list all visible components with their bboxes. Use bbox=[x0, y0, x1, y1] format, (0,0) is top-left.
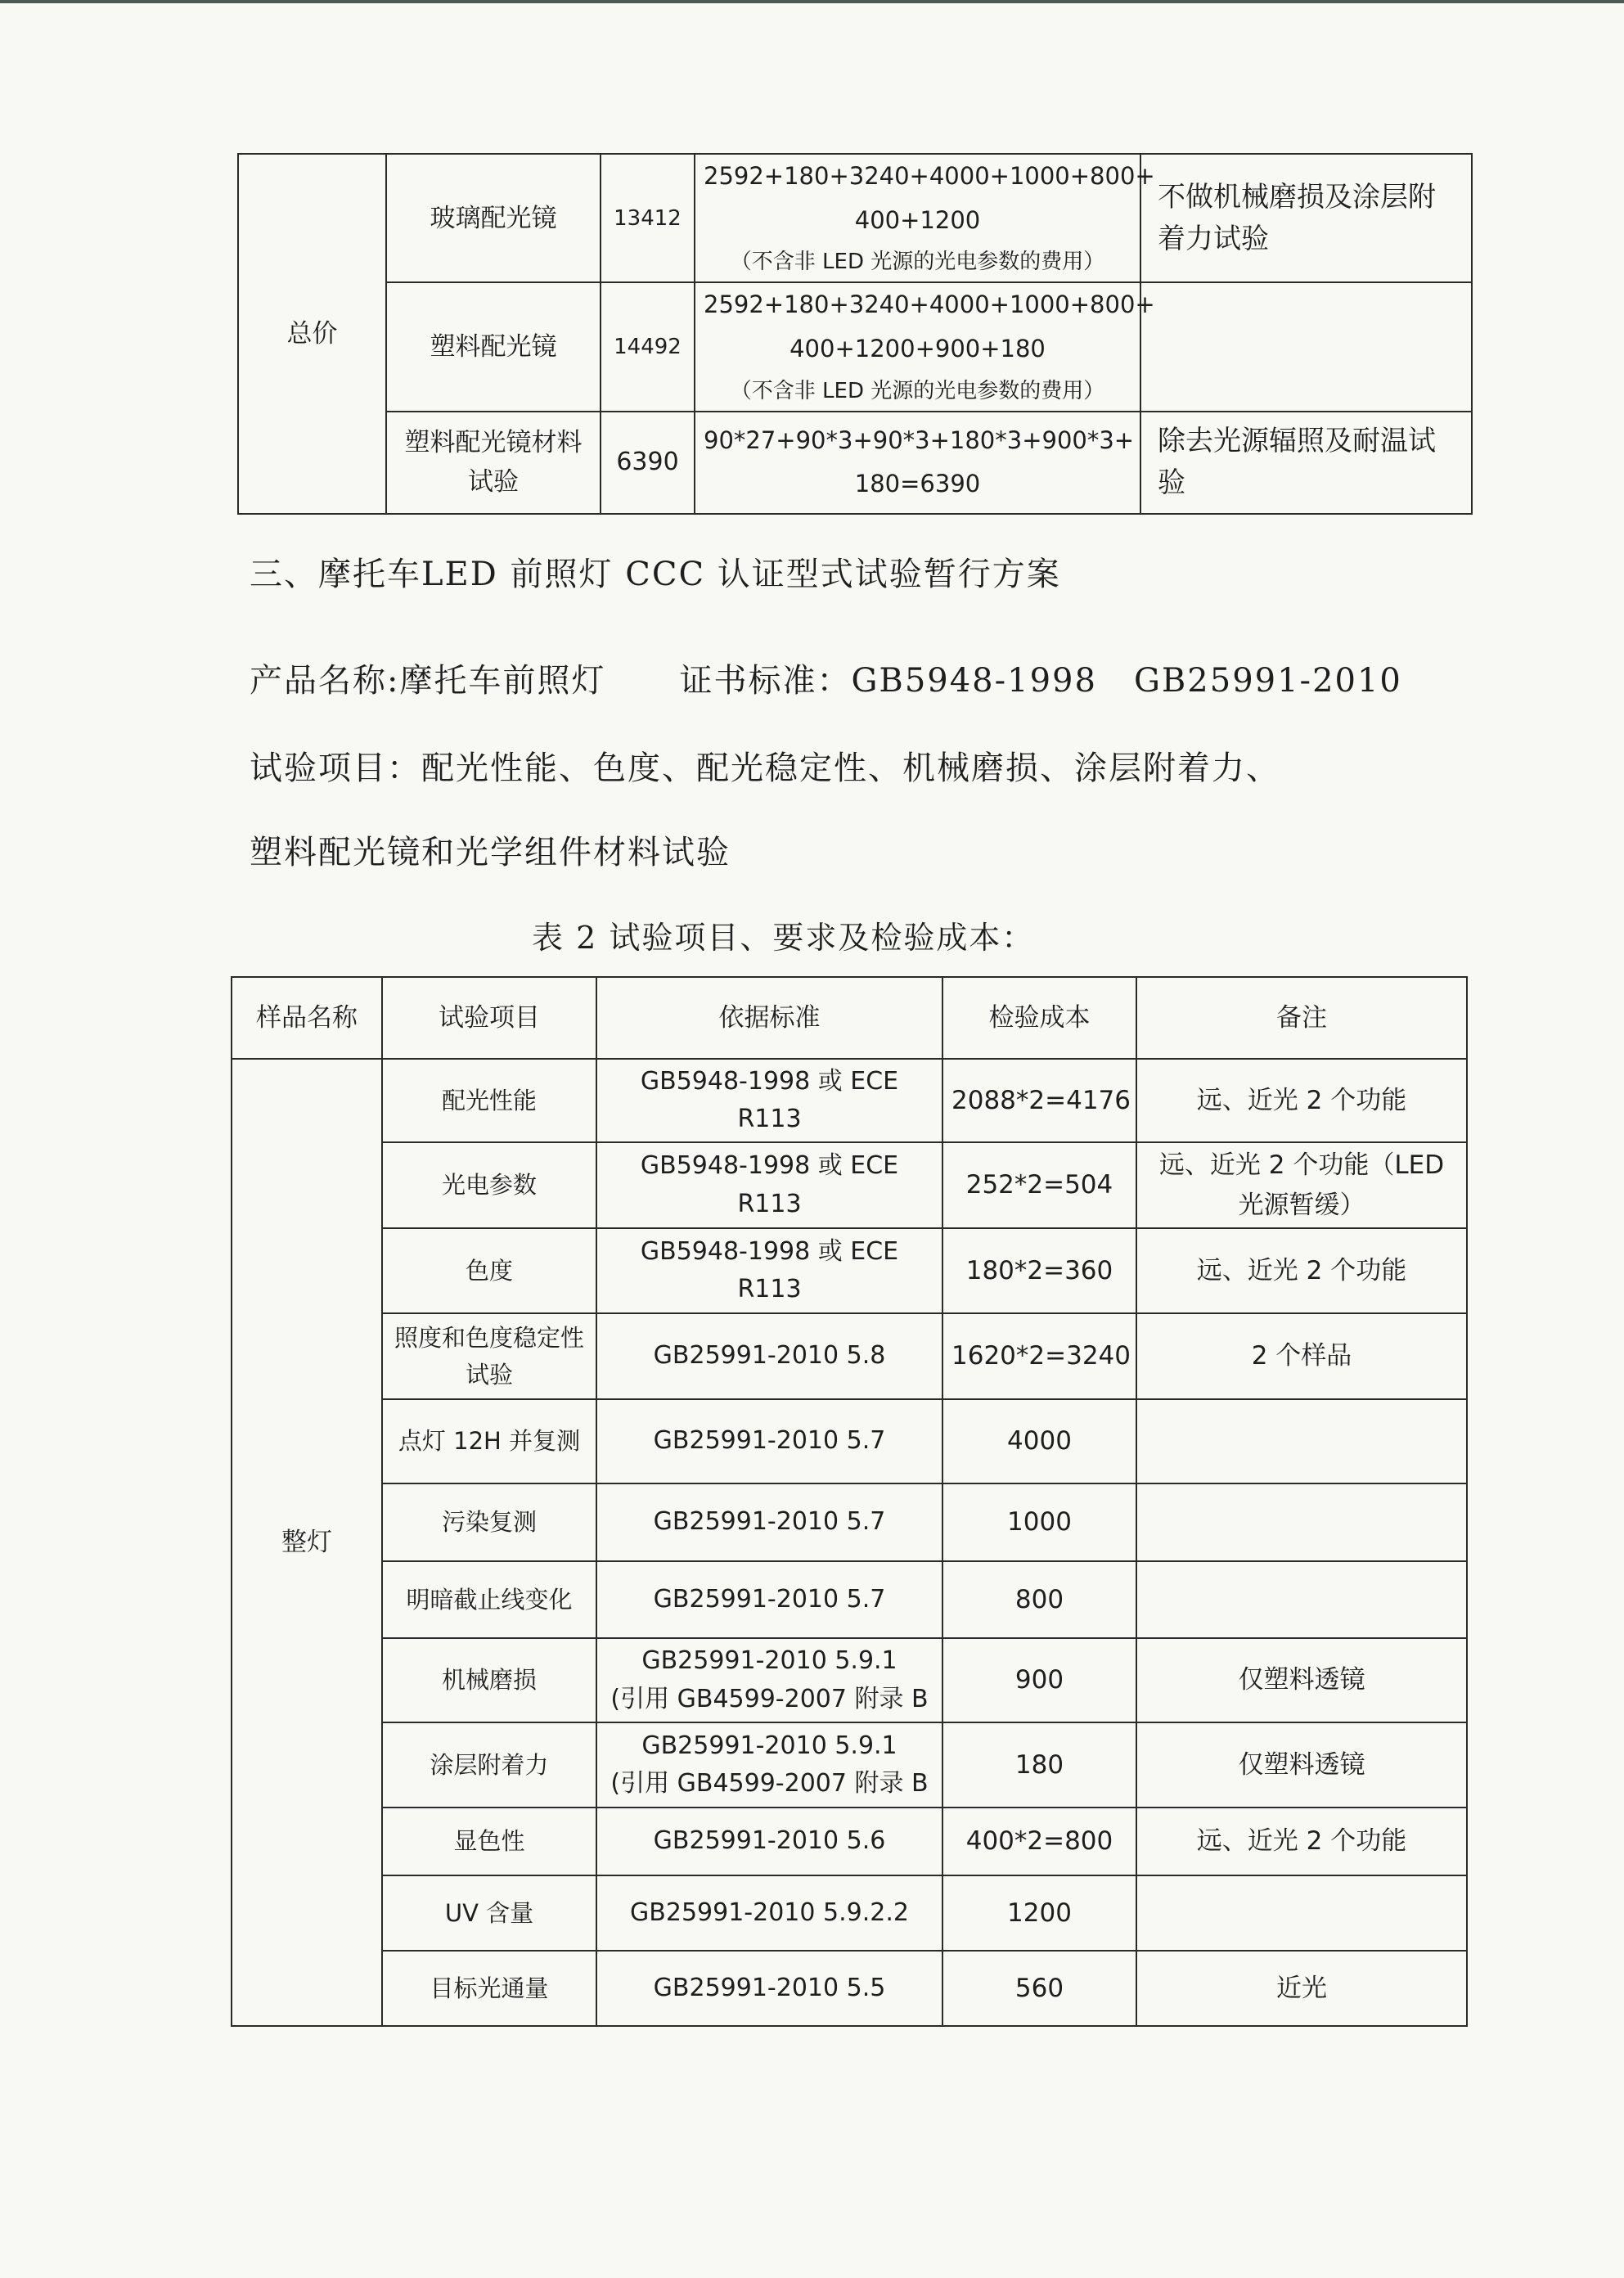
cost: 1000 bbox=[942, 1483, 1136, 1561]
table-caption: 表 2 试验项目、要求及检验成本： bbox=[532, 920, 1035, 956]
table-row bbox=[232, 1228, 1467, 1313]
cost: 800 bbox=[942, 1561, 1136, 1638]
standard: GB25991-2010 5.9.2.2 bbox=[596, 1875, 942, 1951]
test-item: 配光性能 bbox=[382, 1059, 596, 1142]
column-header: 备注 bbox=[1136, 977, 1467, 1059]
section-heading: 三、摩托车LED 前照灯 CCC 认证型式试验暂行方案 bbox=[250, 556, 1061, 593]
cost: 1200 bbox=[942, 1875, 1136, 1951]
remark bbox=[1136, 1561, 1467, 1638]
remark: 仅塑料透镜 bbox=[1136, 1638, 1467, 1722]
price-formula: 2592+180+3240+4000+1000+800+ 400+1200+900+180 （不含非 LED 光源的光电参数的费用） bbox=[695, 282, 1140, 411]
table-row bbox=[238, 282, 1472, 411]
table-row bbox=[232, 1313, 1467, 1399]
test-item: 目标光通量 bbox=[382, 1951, 596, 2026]
table-header-row bbox=[232, 977, 1467, 1059]
test-item: UV 含量 bbox=[382, 1875, 596, 1951]
table-row bbox=[232, 1483, 1467, 1561]
table-row bbox=[238, 154, 1472, 282]
test-item: 明暗截止线变化 bbox=[382, 1561, 596, 1638]
cost: 560 bbox=[942, 1951, 1136, 2026]
test-item: 光电参数 bbox=[382, 1142, 596, 1228]
certificate-standard: 证书标准：GB5948-1998 bbox=[679, 662, 1097, 700]
table-row bbox=[232, 1638, 1467, 1722]
table-row bbox=[232, 1875, 1467, 1951]
test-item: 照度和色度稳定性试验 bbox=[382, 1313, 596, 1399]
remark: 远、近光 2 个功能（LED 光源暂缓） bbox=[1136, 1142, 1467, 1228]
formula-note: （不含非 LED 光源的光电参数的费用） bbox=[730, 378, 1105, 403]
test-items-line: 试验项目：配光性能、色度、配光稳定性、机械磨损、涂层附着力、 bbox=[250, 750, 1280, 787]
price-value: 14492 bbox=[601, 282, 695, 411]
standard: GB25991-2010 5.7 bbox=[596, 1399, 942, 1483]
remark: 远、近光 2 个功能 bbox=[1136, 1808, 1467, 1875]
column-header: 样品名称 bbox=[232, 977, 382, 1059]
cost: 2088*2=4176 bbox=[942, 1059, 1136, 1142]
test-item: 污染复测 bbox=[382, 1483, 596, 1561]
table-row bbox=[232, 1561, 1467, 1638]
test-item: 涂层附着力 bbox=[382, 1722, 596, 1808]
column-header: 依据标准 bbox=[596, 977, 942, 1059]
product-name: 产品名称:摩托车前照灯 bbox=[250, 662, 606, 700]
remark: 不做机械磨损及涂层附着力试验 bbox=[1140, 154, 1472, 282]
remark bbox=[1136, 1483, 1467, 1561]
cost: 180*2=360 bbox=[942, 1228, 1136, 1313]
standard: GB5948-1998 或 ECE R113 bbox=[596, 1142, 942, 1228]
standard: GB25991-2010 5.7 bbox=[596, 1483, 942, 1561]
table-row bbox=[232, 1142, 1467, 1228]
price-formula: 90*27+90*3+90*3+180*3+900*3+ 180=6390 bbox=[695, 412, 1140, 514]
remark: 仅塑料透镜 bbox=[1136, 1722, 1467, 1808]
item-name: 塑料配光镜 bbox=[386, 282, 601, 411]
standard: GB5948-1998 或 ECE R113 bbox=[596, 1059, 942, 1142]
item-name: 塑料配光镜材料试验 bbox=[386, 412, 601, 514]
test-cost-table bbox=[231, 976, 1468, 2027]
cost: 400*2=800 bbox=[942, 1808, 1136, 1875]
test-item: 机械磨损 bbox=[382, 1638, 596, 1722]
remark: 除去光源辐照及耐温试验 bbox=[1140, 412, 1472, 514]
remark: 远、近光 2 个功能 bbox=[1136, 1228, 1467, 1313]
remark bbox=[1140, 282, 1472, 411]
remark: 远、近光 2 个功能 bbox=[1136, 1059, 1467, 1142]
table-row bbox=[232, 1808, 1467, 1875]
price-formula: 2592+180+3240+4000+1000+800+ 400+1200 （不含非 LED 光源的光电参数的费用） bbox=[695, 154, 1140, 282]
group-label: 总价 bbox=[238, 154, 386, 514]
cost: 900 bbox=[942, 1638, 1136, 1722]
test-item: 显色性 bbox=[382, 1808, 596, 1875]
standard: GB25991-2010 5.6 bbox=[596, 1808, 942, 1875]
remark: 2 个样品 bbox=[1136, 1313, 1467, 1399]
cost: 1620*2=3240 bbox=[942, 1313, 1136, 1399]
table-row bbox=[232, 1951, 1467, 2026]
remark bbox=[1136, 1875, 1467, 1951]
standard: GB25991-2010 5.9.1 (引用 GB4599-2007 附录 B bbox=[596, 1638, 942, 1722]
formula-note: （不含非 LED 光源的光电参数的费用） bbox=[730, 250, 1105, 275]
sample-name: 整灯 bbox=[232, 1059, 382, 2026]
product-line bbox=[250, 655, 1402, 701]
remark: 近光 bbox=[1136, 1951, 1467, 2026]
standard: GB25991-2010 5.8 bbox=[596, 1313, 942, 1399]
price-value: 6390 bbox=[601, 412, 695, 514]
standard: GB25991-2010 5.9.1 (引用 GB4599-2007 附录 B bbox=[596, 1722, 942, 1808]
total-price-table bbox=[237, 153, 1473, 515]
test-items-line: 塑料配光镜和光学组件材料试验 bbox=[250, 834, 731, 871]
page-top-edge bbox=[0, 0, 1624, 3]
item-name: 玻璃配光镜 bbox=[386, 154, 601, 282]
table-row bbox=[232, 1722, 1467, 1808]
cost: 180 bbox=[942, 1722, 1136, 1808]
test-item: 色度 bbox=[382, 1228, 596, 1313]
price-value: 13412 bbox=[601, 154, 695, 282]
standard: GB5948-1998 或 ECE R113 bbox=[596, 1228, 942, 1313]
cost: 252*2=504 bbox=[942, 1142, 1136, 1228]
certificate-standard-2: GB25991-2010 bbox=[1133, 662, 1402, 700]
column-header: 检验成本 bbox=[942, 977, 1136, 1059]
remark bbox=[1136, 1399, 1467, 1483]
standard: GB25991-2010 5.5 bbox=[596, 1951, 942, 2026]
table-row bbox=[232, 1399, 1467, 1483]
cost: 4000 bbox=[942, 1399, 1136, 1483]
table-row bbox=[232, 1059, 1467, 1142]
test-item: 点灯 12H 并复测 bbox=[382, 1399, 596, 1483]
standard: GB25991-2010 5.7 bbox=[596, 1561, 942, 1638]
column-header: 试验项目 bbox=[382, 977, 596, 1059]
table-row bbox=[238, 412, 1472, 514]
